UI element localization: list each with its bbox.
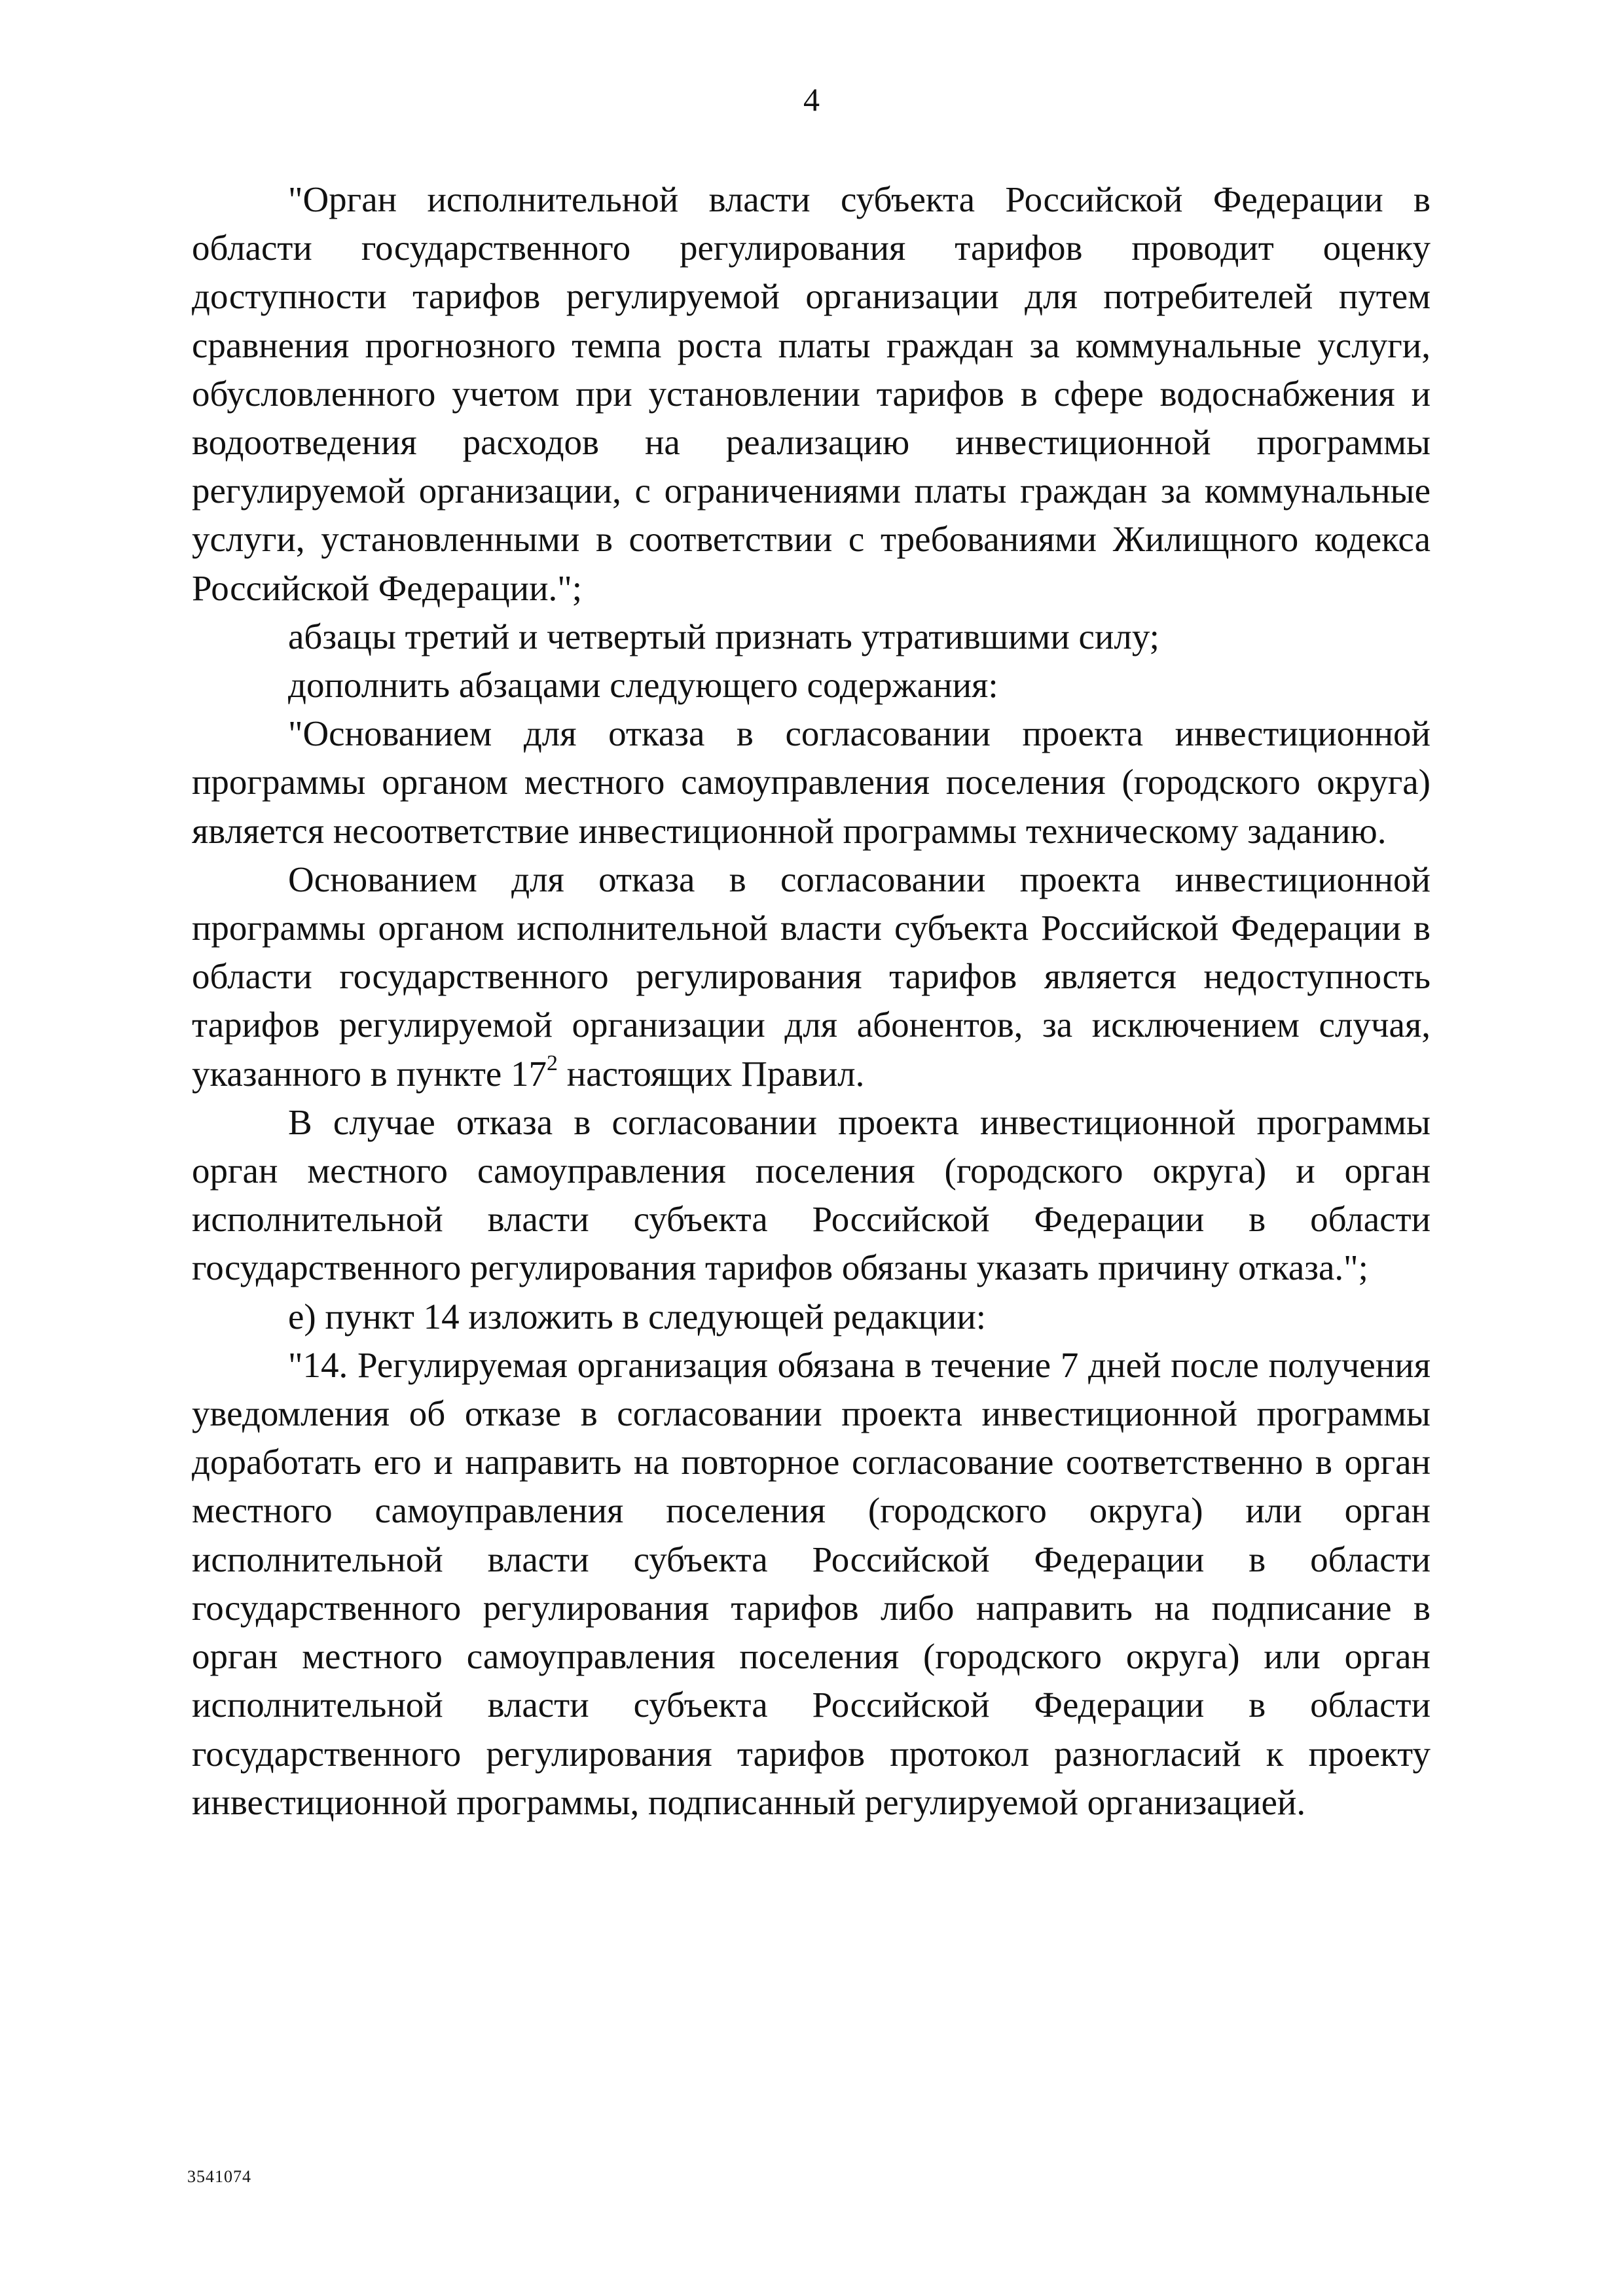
paragraph-authority-assessment: "Орган исполнительной власти субъекта Российской Федерации в области государственного регулирования тарифов проводит оценку доступности тарифов регулируемой организации для потребителей путем сравнения прогнозного темпа роста платы граждан за коммунальные услуги, обусловленного учетом при установлении тарифов в сфере водоснабжения и водоотведения расходов на реализацию инвестиционной программы регулируемой организации, с ограничениями платы граждан за коммунальные услуги, установленными в соответствии с требованиями Жилищного кодекса Российской Федерации."; — [192, 179, 1431, 608]
paragraph-repeal-clauses: абзацы третий и четвертый признать утратившими силу; — [288, 616, 1159, 656]
paragraph-text: Основанием для отказа в согласовании проекта инвестиционной программы органом исполнительной власти субъекта Российской Федерации в области государственного регулирования тарифов является недоступность тарифов регулируемой организации для абонентов, за исключением случая, указанного в пункте 17 — [192, 859, 1431, 1094]
document-body — [192, 175, 1431, 1827]
paragraph-item-e: е) пункт 14 изложить в следующей редакции: — [288, 1296, 987, 1336]
page-number: 4 — [803, 81, 820, 118]
paragraph-refusal-ground-regional — [192, 855, 1431, 1098]
paragraph-supplement: дополнить абзацами следующего содержания: — [288, 665, 998, 706]
paragraph-text: настоящих Правил. — [558, 1053, 865, 1094]
paragraph-refusal-ground-local: "Основанием для отказа в согласовании проекта инвестиционной программы органом местного самоуправления поселения (городского округа) является несоответствие инвестиционной программы техническому заданию. — [192, 713, 1431, 851]
paragraph-refusal-reason: В случае отказа в согласовании проекта инвестиционной программы орган местного самоуправления поселения (городского округа) и орган исполнительной власти субъекта Российской Федерации в области государственного регулирования тарифов обязаны указать причину отказа."; — [192, 1102, 1431, 1288]
paragraph-clause-14: "14. Регулируемая организация обязана в течение 7 дней после получения уведомления об отказе в согласовании проекта инвестиционной программы доработать его и направить на повторное согласование соответственно в орган местного самоуправления поселения (городского округа) или орган исполнительной власти субъекта Российской Федерации в области государственного регулирования тарифов либо направить на подписание в орган местного самоуправления поселения (городского округа) или орган исполнительной власти субъекта Российской Федерации в области государственного регулирования тарифов протокол разногласий к проекту инвестиционной программы, подписанный регулируемой организацией. — [192, 1344, 1431, 1822]
document-code: 3541074 — [187, 2167, 251, 2186]
superscript-index: 2 — [547, 1050, 558, 1075]
